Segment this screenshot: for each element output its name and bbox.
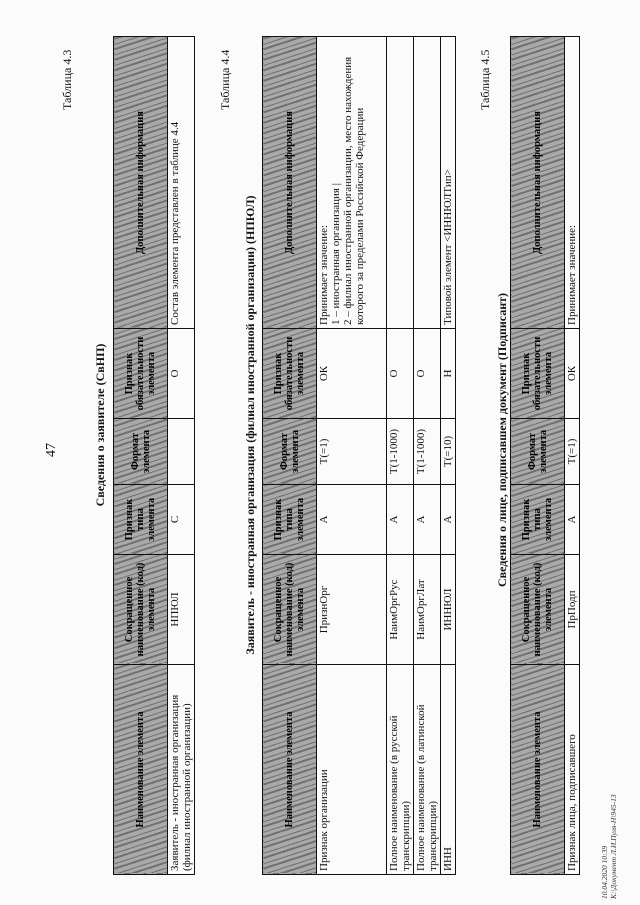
header-code: Сокращенное наименование (код) элемента bbox=[511, 555, 565, 665]
cell-code: НаимОргЛат bbox=[414, 555, 441, 665]
header-name: Наименование элемента bbox=[263, 665, 317, 875]
cell-info bbox=[414, 37, 441, 329]
cell-format bbox=[168, 419, 195, 485]
cell-required: О bbox=[168, 329, 195, 419]
table-row bbox=[387, 37, 414, 875]
cell-type: А bbox=[317, 485, 387, 555]
cell-type: А bbox=[441, 485, 456, 555]
table-4-3-caption: Таблица 4.3 bbox=[60, 49, 74, 110]
cell-code: ПрПодп bbox=[565, 555, 580, 665]
header-format: Формат элемента bbox=[511, 419, 565, 485]
cell-info: Принимает значение: bbox=[565, 37, 580, 329]
cell-format: Т(1-1000) bbox=[387, 419, 414, 485]
cell-name: Признак лица, подписавшего bbox=[565, 665, 580, 875]
table-4-3-title: Сведения о заявителе (СвНП) bbox=[93, 343, 107, 507]
table-4-4 bbox=[262, 36, 456, 875]
table-row bbox=[565, 37, 580, 875]
cell-info: Принимает значение: 1 – иностранная организация | 2 – филиал иностранной организации, место нахождения которого за пределами Российской Федерации bbox=[317, 37, 387, 329]
header-name: Наименование элемента bbox=[511, 665, 565, 875]
page-number: 47 bbox=[44, 443, 59, 457]
header-type: Признак типа элемента bbox=[511, 485, 565, 555]
header-format: Формат элемента bbox=[114, 419, 168, 485]
footer-stamp bbox=[600, 794, 618, 899]
header-format: Формат элемента bbox=[263, 419, 317, 485]
cell-type: С bbox=[168, 485, 195, 555]
header-code: Сокращенное наименование (код) элемента bbox=[114, 555, 168, 665]
table-row bbox=[168, 37, 195, 875]
cell-format: Т(=1) bbox=[317, 419, 387, 485]
cell-code: ПризнОрг bbox=[317, 555, 387, 665]
cell-format: Т(=10) bbox=[441, 419, 456, 485]
cell-required: Н bbox=[441, 329, 456, 419]
table-row bbox=[414, 37, 441, 875]
cell-required: ОК bbox=[317, 329, 387, 419]
cell-name: Полное наименование (в русской транскрипции) bbox=[387, 665, 414, 875]
cell-code: НаимОргРус bbox=[387, 555, 414, 665]
table-4-5 bbox=[510, 36, 580, 875]
header-required: Признак обязательности элемента bbox=[511, 329, 565, 419]
cell-name: Признак организации bbox=[317, 665, 387, 875]
cell-code: ИННЮЛ bbox=[441, 555, 456, 665]
table-row bbox=[441, 37, 456, 875]
cell-required: ОК bbox=[565, 329, 580, 419]
table-4-5-title: Сведения о лице, подписавшем документ (Подписант) bbox=[495, 292, 509, 588]
footer-line-1: 10.04.2020 10:39 bbox=[600, 845, 609, 899]
table-4-5-caption: Таблица 4.5 bbox=[478, 49, 492, 110]
table-4-4-title: Заявитель - иностранная организация (филиал иностранной организации) (НПЮЛ) bbox=[243, 195, 257, 655]
table-row bbox=[317, 37, 387, 875]
cell-info: Состав элемента представлен в таблице 4.4 bbox=[168, 37, 195, 329]
header-info: Дополнительная информация bbox=[263, 37, 317, 329]
header-info: Дополнительная информация bbox=[114, 37, 168, 329]
cell-code: НПЮЛ bbox=[168, 555, 195, 665]
table-header-row bbox=[511, 37, 565, 875]
cell-format: Т(1-1000) bbox=[414, 419, 441, 485]
table-4-4-caption: Таблица 4.4 bbox=[218, 49, 232, 110]
header-info: Дополнительная информация bbox=[511, 37, 565, 329]
cell-type: А bbox=[414, 485, 441, 555]
header-required: Признак обязательности элемента bbox=[114, 329, 168, 419]
header-code: Сокращенное наименование (код) элемента bbox=[263, 555, 317, 665]
table-4-3 bbox=[113, 36, 195, 875]
cell-name: Заявитель - иностранная организация (филиал иностранной организации) bbox=[168, 665, 195, 875]
cell-required: О bbox=[387, 329, 414, 419]
header-required: Признак обязательности элемента bbox=[263, 329, 317, 419]
cell-type: А bbox=[387, 485, 414, 555]
cell-required: О bbox=[414, 329, 441, 419]
table-header-row bbox=[114, 37, 168, 875]
cell-format: Т(=1) bbox=[565, 419, 580, 485]
cell-info: Типовой элемент <ИННЮЛТип> bbox=[441, 37, 456, 329]
cell-name: Полное наименование (в латинской транскрипции) bbox=[414, 665, 441, 875]
header-name: Наименование элемента bbox=[114, 665, 168, 875]
footer-line-2: К:\Документ Л.И.Пуля-Н\945-13 bbox=[609, 794, 618, 899]
header-type: Признак типа элемента bbox=[114, 485, 168, 555]
header-type: Признак типа элемента bbox=[263, 485, 317, 555]
cell-type: А bbox=[565, 485, 580, 555]
table-header-row bbox=[263, 37, 317, 875]
cell-info bbox=[387, 37, 414, 329]
cell-name: ИНН bbox=[441, 665, 456, 875]
